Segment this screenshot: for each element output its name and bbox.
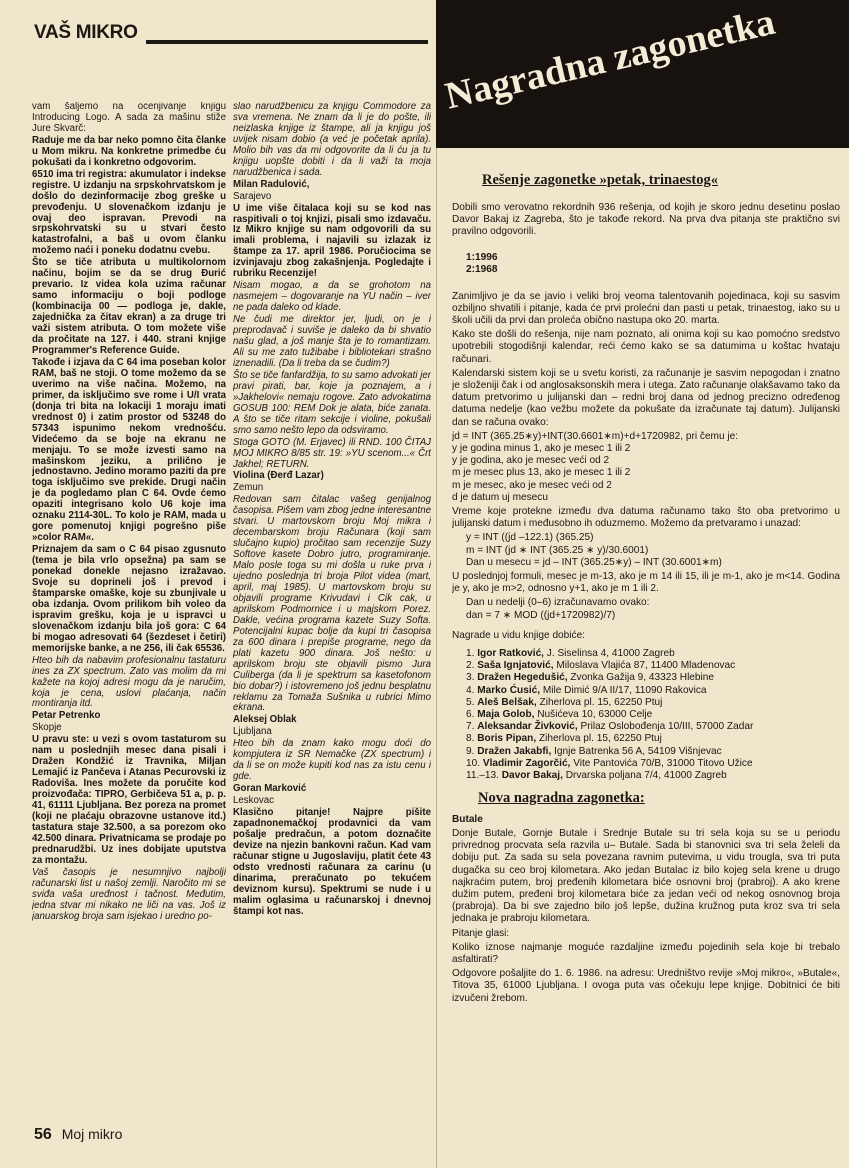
paragraph-4: Vreme koje protekne između dva datuma računamo tako što oba pretvorimo u julijanski datum i međusobno ih oduzmemo. Možemo da pretvaramo i unazad: — [452, 506, 840, 530]
puzzle-text: Donje Butale, Gornje Butale i Srednje Butale su tri sela koja su se u periodu privrednog procvata sela razvila u– Butale. Sada bi stanovnici sva tri sela želeli da dobiju put. Za sada su sela povezana ravnim putevima, u vidu trougla, sva tri puta dugačka su ceo broj kilometara. Ako jedan Butalac iz bilo kojeg sela krene u drugo najkraćim putem, broj pređenih kilometara biće osnovni broj (prabroj). A ako krene dužim putem, pređeni broj kilometara biće za jedan veći od nekog osnovnog broja (prabroja). Da bi sve zajedno bilo još lepše, dužina kružnog puta kroz sva tri sela jednaka je prabroju kilometara. — [452, 828, 840, 925]
winner-name: Marko Ćusić, — [477, 684, 541, 696]
column-divider — [436, 0, 437, 1168]
solution-answers: 1:1996 2:1968 — [466, 252, 498, 276]
contest-column — [452, 166, 840, 1116]
contest-banner — [436, 0, 849, 148]
winner-row — [466, 770, 840, 782]
winner-row — [466, 648, 840, 660]
winner-name: Maja Golob, — [477, 709, 535, 721]
inverse-formula: y = INT ((jd –122.1) (365.25) m = INT (jd ∗ INT (365.25 ∗ y)/30.6001) Dan u mesecu = jd – INT (365.25∗y) – INT (30.6001∗m) — [466, 532, 722, 568]
winner-row — [466, 660, 840, 672]
magazine-name: Moj mikro — [61, 1126, 123, 1142]
weekday-formula: Dan u nedelji (0–6) izračunavamo ovako: dan = 7 ∗ MOD ((jd+1720982)/7) — [466, 597, 650, 621]
letter-signature: Ljubljana — [233, 726, 272, 738]
winner-number: 5. — [466, 696, 475, 708]
banner-title: Nagradna zagonetka — [441, 0, 779, 118]
letters-column-middle — [233, 102, 431, 1112]
letter-paragraph: Hteo bih da znam kako mogu doći do kompjutera iz SR Nemačke (ZX spectrum) i da li se on može kupiti kod nas za istu cenu i gde. — [233, 738, 431, 783]
winner-name: Aleš Belšak, — [477, 696, 537, 708]
winner-name: Saša Ignjatović, — [477, 660, 554, 672]
question-label: Pitanje glasi: — [452, 927, 510, 939]
winner-address: Ziherlova pl. 15, 62250 Ptuj — [539, 696, 663, 708]
winner-name: Aleksandar Živković, — [477, 721, 578, 733]
letter-paragraph: Takođe i izjava da C 64 ima poseban kolor RAM, baš ne stoji. O tome možemo da se uverimo na više načina. Možemo, na primer, da isključimo sve rome i U/I vrata (donja tri bita na lokaciji 1 moraju imati vrednost 0) i zatim prostor od 53248 do 57343 ispunimo nekom vrednošću. Videćemo da se boje na ekranu ne menjaju. To se može izvesti samo na mašinskom jeziku, a prilično je jednostavno. Jedino moramo paziti da pre toga isključimo sve prekide. Drugi način je da pogledamo plan C 64. Ovde ćemo opaziti integrisano kolo U6 koje ima oznaku 2114-30L. To kolo je RAM, mada u gore pomenutoj knjigi pogrešno piše »color RAM«. — [32, 356, 226, 544]
winner-address: Nušićeva 10, 63000 Celje — [537, 709, 653, 721]
winner-name: Dražen Hegedušić, — [477, 672, 568, 684]
letter-paragraph: Stoga GOTO (M. Erjavec) ili RND. 100 ČITAJ MOJ MIKRO 8/85 str. 19: »YU scenom...« Črt Jakhel; RETURN. — [233, 436, 431, 470]
letter-paragraph: Redovan sam čitalac vašeg genijalnog časopisa. Pišem vam zbog jedne interesantne stvari. U martovskom broju Moj mikra i decembarskom broju Računara (koji sam slučajno kupio) pročitao sam recenzije Suzy Softove kasete Dobro jutro, programiranje. Malo posle toga su mi došla u ruke prva i ujedno poslednja tri broja Pilot videa (mart, april, maj 1985). U martovskom broju su objavili programe Krivudavi i Cik cak, u aprilskom Podmornice i u majskom Porez. Dakle, većina programa kazete Suzy Softa. Potencijalni kupac bolje da kupi tri časopisa za 600 dinara i prepiše programe, nego da plati kazetu 900 dinara. Još nešto: u aprilskom broju ste objavili pismo Jura Culiberga (da li je spektrum sa kasetofonom bio dobar?) i istovremeno još jednu besplatnu reklamu za Tomaža Sušnika u rubrici Mimo ekrana. — [233, 494, 431, 714]
winner-address: Zvonka Gažija 9, 43323 Hlebine — [570, 672, 715, 684]
winner-address: Vite Pantovića 70/B, 31000 Titovo Užice — [573, 757, 753, 769]
winner-address: J. Siselinsa 4, 41000 Zagreb — [546, 648, 675, 660]
letters-column-left — [32, 102, 226, 1112]
winner-number: 9. — [466, 745, 475, 757]
letter-paragraph: Što se tiče fanfardžija, to su samo advokati jer pravi pirati, bar, koje ja poznajem, a i »Jakhelovi« nemaju rogove. Zato advokatima GOSUB 100: REM Dok je alata, biće zanata. A što se tiče ritam sekcije i violine, pokušali smo samo nešto lepo da odsviramo. — [233, 369, 431, 436]
letter-paragraph: Ne čudi me direktor jer, ljudi, on je i preprodavač i suviše je daleko da bi shvatio našu glad, a još manje šta je to romantizam. Ali su me zato tužibabe i bibliotekari strašno iznenadili. (Da li treba da se čudim?) — [233, 314, 431, 369]
section-header: VAŠ MIKRO — [34, 22, 138, 43]
letter-paragraph: U pravu ste: u vezi s ovom tastaturom su nam u poslednjih mesec dana pisali i Dražen Kondžić iz Travnika, Miljan Lemajić iz Pančeva i Atanas Pecurovski iz Radoviša. Ines možete da poručite kod proizvođača: TIPRO, Gerbičeva 51 a, p. p. 41, 61111 Ljubljana. Bez poreza na promet (koji ne plaćaju obrazovne ustanove itd.) tastatura staje 32.500, a sa porezom oko 42.500 dinara. Privatnicama se prodaje po prednarudžbi. Uz ines dobijate uputstva za montažu. — [32, 734, 226, 866]
winner-number: 6. — [466, 709, 475, 721]
winner-row — [466, 758, 840, 770]
letter-signature: Goran Marković — [233, 783, 307, 795]
letter-paragraph: Hteo bih da nabavim profesionalnu tastaturu ines za ZX spectrum. Zato vas molim da mi kažete na kojoj adresi mogu da je naručim, koja je cena, uslovi plaćanja, način montiranja itd. — [32, 654, 226, 710]
winner-row — [466, 697, 840, 709]
letter-signature: Skopje — [32, 722, 62, 734]
julian-formula: jd = INT (365.25∗y)+INT(30.6601∗m)+d+1720982, pri čemu je: y je godina minus 1, ako je mesec 1 ili 2 y je godina, ako je mesec veći od 2 m je mesec plus 13, ako je mesec 1 ili 2 m je mesec, ako je mesec veći od 2 d je datum uj mesecu — [452, 430, 739, 503]
letter-paragraph: Nisam mogao, a da se grohotom na nasmejem – dogovaranje na YU način – iver ne pada daleko od klade. — [233, 280, 431, 314]
winner-name: Boris Pipan, — [477, 733, 537, 745]
page-footer — [34, 1126, 122, 1144]
letter-paragraph: Raduje me da bar neko pomno čita članke u Mom mikru. Na konkretne primedbe ću pokušati da i konkretno odgovorim. — [32, 134, 226, 168]
solution-heading: Rešenje zagonetke »petak, trinaestog« — [482, 172, 718, 188]
winner-name: Vladimir Zagorčić, — [482, 757, 571, 769]
winner-address: Ignje Batrenka 56 A, 54109 Višnjevac — [554, 745, 722, 757]
winner-address: Miloslava Vlajića 87, 11400 Mladenovac — [556, 660, 736, 672]
letter-signature: Petar Petrenko — [32, 710, 101, 722]
winner-row — [466, 721, 840, 733]
paragraph-3: Kalendarski sistem koji se u svetu koristi, za računanje je sasvim nepogodan i znatno je složeniji čak i od anglosaksonskih mera i utega. Zato računanje olakšavamo tako da datum pretvorimo u julijanski dan – redni broj dana od jednog precizno određenog datuma nedelje (kao vežbu možete da pokušate da izračunate taj datum). Julijanski dan se računa ovako: — [452, 367, 840, 428]
winner-name: Dražen Jakabfi, — [477, 745, 552, 757]
letter-signature: Aleksej Oblak — [233, 714, 297, 726]
winner-row — [466, 709, 840, 721]
winner-address: Ziherlova pl. 15, 62250 Ptuj — [538, 733, 662, 745]
paragraph-5: U poslednjoj formuli, mesec je m-13, ako je m 14 ili 15, ili je m-1, ako je m<14. Godina je y, ako je m>2, odnosno y+1, ako je m 1 ili 2. — [452, 571, 840, 595]
page-number: 56 — [34, 1126, 52, 1143]
winners-list — [452, 648, 840, 782]
winner-name: Igor Ratković, — [477, 648, 544, 660]
new-contest-heading: Nova nagradna zagonetka: — [478, 790, 645, 807]
header-rule — [146, 40, 428, 44]
paragraph-1: Zanimljivo je da se javio i veliki broj veoma talentovanih pojedinaca, koji su sasvim ozbiljno shvatili i pitanje, kada će prvi prolećni dan pasti u petak, trinaestog, iako su u školi učili da prvi dan proleća obično nastupa oko 20. marta. — [452, 290, 840, 326]
letter-signature: Sarajevo — [233, 190, 272, 202]
question-text: Koliko iznose najmanje moguće razdaljine između pojedinih sela koje bi trebalo asfaltirati? — [452, 941, 840, 966]
paragraph-2: Kako ste došli do rešenja, nije nam poznato, ali onima koji su kao pomoćno sredstvo upotrebili stogodišnji kalendar, reći ćemo kako se sa datumima u koštac hvataju računari. — [452, 329, 840, 365]
winner-address: Drvarska poljana 7/4, 41000 Zagreb — [565, 770, 727, 782]
letter-paragraph: Što se tiče atributa u multikolornom načinu, bojim se da se drug Đurić prevario. Iz videa kola uzima računar samo informaciju o boji podloge (kombinacija 00 — podloga je, dakle, zajednička za čitav ekran) a za druge tri važi sistem atributa. O tom možete više da pročitate na 127. i 440. strani knjige Programmer's Reference Guide. — [32, 257, 226, 356]
winner-row — [466, 672, 840, 684]
winners-intro: Nagrade u vidu knjige dobiće: — [452, 629, 585, 641]
letter-signature: Leskovac — [233, 795, 274, 807]
letter-paragraph: vam šaljemo na ocenjivanje knjigu Introducing Logo. A sada za mašinu stiže Jure Skvarč: — [32, 102, 226, 134]
winner-address: Prilaz Oslobođenja 10/III, 57000 Zadar — [580, 721, 754, 733]
submission-info: Odgovore pošaljite do 1. 6. 1986. na adresu: Uredništvo revije »Moj mikro«, »Butale«, Titova 35, 61000 Ljubljana. I ovoga puta vas očekuju lepe knjige. Dobitnici će biti izvučeni žrebom. — [452, 968, 840, 1004]
solution-intro: Dobili smo verovatno rekordnih 936 rešenja, od kojih je skoro jednu desetinu poslao Davor Bakaj iz Zagreba, što je takođe rekord. Na prva dva pitanja ste praktično svi pravilno odgovorili. — [452, 201, 840, 237]
letter-paragraph: Klasično pitanje! Najpre pišite zapadnonemačkoj prodavnici da vam pošalje predračun, a potom doznačite devize na njezin bankovni račun. Kad vam računar stigne u Jugoslaviju, platit ćete 43 odsto vrednosti računara za carinu (u dinarima, preračunato po tekućem deviznom kursu). Spektrumi se nude i u malim oglasima u računarskoj i dnevnoj štampi kot nas. — [233, 807, 431, 917]
winner-number: 1. — [466, 648, 475, 660]
winner-number: 10. — [466, 757, 481, 769]
winner-row — [466, 685, 840, 697]
letter-signature: Milan Radulović, — [233, 178, 310, 190]
winner-number: 2. — [466, 660, 475, 672]
puzzle-title: Butale — [452, 813, 483, 825]
winner-number: 8. — [466, 733, 475, 745]
winner-row — [466, 746, 840, 758]
winner-number: 4. — [466, 684, 475, 696]
winner-address: Mile Dimić 9/A II/17, 11090 Rakovica — [542, 684, 707, 696]
letter-paragraph: 6510 ima tri registra: akumulator i indekse registre. U izdanju na srpskohrvatskom je došlo do dezinformacije zbog greške u prevođenju. U slovenačkom izdanju je ovaj deo ispravan. Prevodi na srpskohrvatski su u stvari često katastrofalni, a baš u ovom članku možemo naći i poneku dodatnu cvebu. — [32, 168, 226, 257]
winner-number: 11.–13. — [466, 770, 499, 782]
letter-signature: Zemun — [233, 482, 264, 494]
letter-signature: Violina (Đerđ Lazar) — [233, 470, 324, 482]
winner-row — [466, 733, 840, 745]
letter-paragraph: U ime više čitalaca koji su se kod nas raspitivali o toj knjizi, pisali smo izdavaču. Iz Mikro knjige su nam odgovorili da su imali problema, i najavili su izlazak iz štampe za 17. april 1986. Poručiocima se izvinjavaju zbog zakašnjenja. Pogledajte i rubriku Recenzije! — [233, 202, 431, 280]
winner-number: 7. — [466, 721, 475, 733]
letter-paragraph: Vaš časopis je nesumnjivo najbolji računarski list u našoj zemlji. Naročito mi se sviđa vaša uređnost i tačnost. Međutim, jedna stvar mi nikako ne liči na vas. Još iz januarskog broja sam isjekao i uredno po- — [32, 866, 226, 922]
letter-paragraph: Priznajem da sam o C 64 pisao zgusnuto (tema je bila vrlo opsežna) pa sam se ponekad donekle nejasno izražavao. Svoje su doprineli još i prevod i štamparske omaške, koje su zbunjivale u oba izdanja. Ovom prilikom bih voleo da ispravim grešku, koja je u ispravci u slovenačkom izdanju bila još gora: C 64 bi mogao adresovati 64 (šezdeset i četiri) memorijske banke, a ne 256, ili čak 65536. — [32, 544, 226, 654]
letter-paragraph: slao narudžbenicu za knjigu Commodore za sva vremena. Ne znam da li je do pošte, ili neizlaska knjige iz štampe, ali ja knjigu još uvijek nisam dobio (a već je početak aprila). Molio bih vas da mi odgovorite da li ću ja tu knjigu uopšte dobiti i da li važi ta moja narudžbenica i sada. — [233, 102, 431, 178]
winner-name: Davor Bakaj, — [501, 770, 563, 782]
winner-number: 3. — [466, 672, 475, 684]
